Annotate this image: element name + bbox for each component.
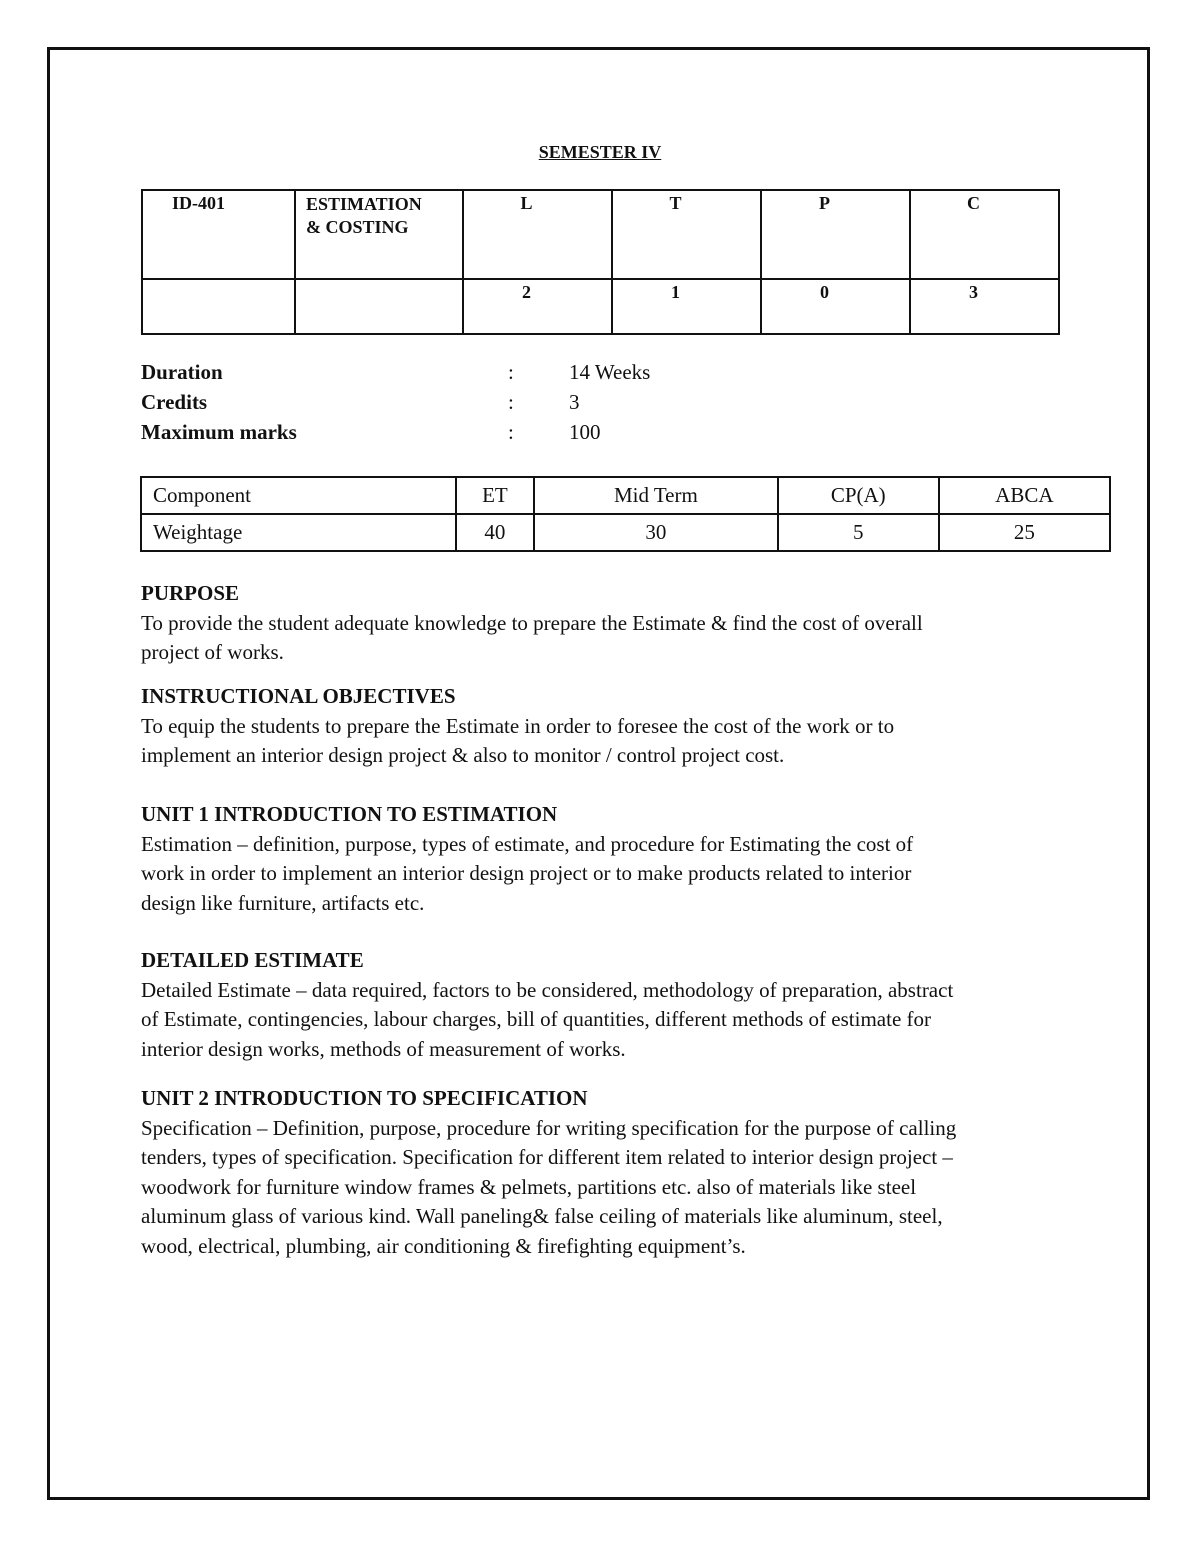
paragraph-line: interior design works, methods of measurement of works. [141,1036,626,1061]
header-p: P [761,190,910,279]
paragraph-line: Detailed Estimate – data required, factors to be considered, methodology of preparation, abstract [141,977,954,1002]
info-value: 14 Weeks [569,360,651,384]
table-cell: Weightage [141,514,456,551]
section-heading: UNIT 1 INTRODUCTION TO ESTIMATION [141,802,558,826]
paragraph-line: Specification – Definition, purpose, procedure for writing specification for the purpose of calling [141,1115,957,1140]
section-heading: UNIT 2 INTRODUCTION TO SPECIFICATION [141,1086,588,1110]
paragraph-line: of Estimate, contingencies, labour charges, bill of quantities, different methods of estimate for [141,1007,932,1031]
course-name-line2: & COSTING [306,217,409,237]
empty-cell [295,279,463,334]
paragraph-line: tenders, types of specification. Specification for different item related to interior design project – [141,1145,953,1169]
info-label: Credits [141,390,208,414]
table-cell: Mid Term [534,477,778,514]
weightage-header-row [141,477,1110,514]
course-name [295,190,463,279]
header-l: L [463,190,612,279]
section-heading: DETAILED ESTIMATE [141,948,364,972]
course-table-header-row [142,190,1059,279]
table-cell: CP(A) [778,477,939,514]
weightage-table [140,476,1111,552]
unit1-section [141,800,1071,918]
unit2-section [141,1084,1071,1261]
purpose-section [141,579,1071,668]
info-colon: : [508,420,514,444]
info-colon: : [508,390,514,414]
paragraph-line: design like furniture, artifacts etc. [141,890,425,915]
table-cell: 40 [456,514,534,551]
section-heading: PURPOSE [141,581,240,605]
header-t: T [612,190,761,279]
value-t: 1 [612,279,761,334]
paragraph-line: woodwork for furniture window frames & pelmets, partitions etc. also of materials like steel [141,1174,917,1199]
paragraph-line: implement an interior design project & also to monitor / control project cost. [141,743,785,767]
table-cell: 5 [778,514,939,551]
paragraph-line: To provide the student adequate knowledge to prepare the Estimate & find the cost of overall [141,610,923,635]
value-p: 0 [761,279,910,334]
info-label: Maximum marks [141,420,297,444]
course-table [141,189,1060,335]
paragraph-line: project of works. [141,640,284,664]
course-table-value-row [142,279,1059,334]
objectives-section [141,682,1071,771]
paragraph-line: aluminum glass of various kind. Wall paneling& false ceiling of materials like aluminum, steel, [141,1204,943,1228]
table-cell: Component [141,477,456,514]
course-name-line1: ESTIMATION [306,194,422,214]
paragraph-line: wood, electrical, plumbing, air conditioning & firefighting equipment’s. [141,1233,746,1258]
info-value: 100 [569,420,601,444]
weightage-value-row [141,514,1110,551]
detailed-estimate-section [141,946,1071,1064]
header-c: C [910,190,1059,279]
section-heading: INSTRUCTIONAL OBJECTIVES [141,684,456,708]
semester-title: SEMESTER IV [538,142,662,162]
table-cell: 25 [939,514,1110,551]
info-colon: : [508,360,514,384]
table-cell: ET [456,477,534,514]
value-c: 3 [910,279,1059,334]
empty-cell [142,279,295,334]
paragraph-line: To equip the students to prepare the Estimate in order to foresee the cost of the work or to [141,713,895,738]
table-cell: 30 [534,514,778,551]
table-cell: ABCA [939,477,1110,514]
info-label: Duration [141,360,223,384]
value-l: 2 [463,279,612,334]
paragraph-line: Estimation – definition, purpose, types of estimate, and procedure for Estimating the cost of [141,831,914,856]
paragraph-line: work in order to implement an interior design project or to make products related to interior [141,861,912,885]
info-value: 3 [569,390,580,414]
course-code: ID-401 [142,190,295,279]
